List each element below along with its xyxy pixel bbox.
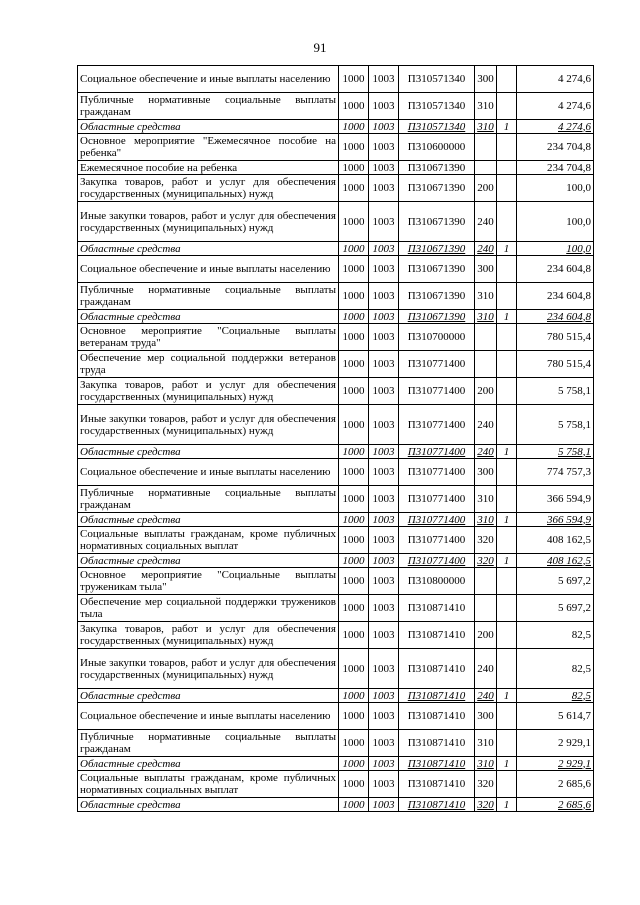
funding-source-cell: 1 (497, 798, 517, 812)
expense-type-cell: 200 (475, 175, 497, 202)
item-name-cell: Областные средства (78, 120, 339, 134)
section-code-cell: 1000 (339, 242, 369, 256)
item-name-cell: Областные средства (78, 798, 339, 812)
amount-cell: 780 515,4 (517, 324, 594, 351)
target-article-cell: П310771400 (399, 459, 475, 486)
target-article-cell: П310871410 (399, 798, 475, 812)
subsection-code-cell: 1003 (369, 378, 399, 405)
funding-source-cell (497, 351, 517, 378)
item-name-cell: Иные закупки товаров, работ и услуг для обеспечения государственных (муниципальных) нужд (78, 649, 339, 689)
funding-source-cell: 1 (497, 689, 517, 703)
table-row (78, 649, 594, 689)
target-article-cell: П310771400 (399, 486, 475, 513)
table-row (78, 283, 594, 310)
section-code-cell: 1000 (339, 703, 369, 730)
amount-cell: 5 758,1 (517, 405, 594, 445)
funding-source-cell (497, 486, 517, 513)
item-name-cell: Ежемесячное пособие на ребенка (78, 161, 339, 175)
subsection-code-cell: 1003 (369, 513, 399, 527)
section-code-cell: 1000 (339, 351, 369, 378)
target-article-cell: П310871410 (399, 649, 475, 689)
subsection-code-cell: 1003 (369, 93, 399, 120)
funding-source-cell (497, 595, 517, 622)
item-name-cell: Областные средства (78, 310, 339, 324)
section-code-cell: 1000 (339, 445, 369, 459)
regional-funds-row (78, 513, 594, 527)
item-name-cell: Основное мероприятие "Социальные выплаты ветеранам труда" (78, 324, 339, 351)
item-name-cell: Закупка товаров, работ и услуг для обеспечения государственных (муниципальных) нужд (78, 622, 339, 649)
amount-cell: 2 929,1 (517, 730, 594, 757)
amount-cell: 366 594,9 (517, 513, 594, 527)
item-name-cell: Закупка товаров, работ и услуг для обеспечения государственных (муниципальных) нужд (78, 175, 339, 202)
section-code-cell: 1000 (339, 161, 369, 175)
expense-type-cell: 320 (475, 771, 497, 798)
expense-type-cell: 310 (475, 486, 497, 513)
subsection-code-cell: 1003 (369, 66, 399, 93)
table-row (78, 93, 594, 120)
expense-type-cell: 200 (475, 378, 497, 405)
target-article-cell: П310671390 (399, 202, 475, 242)
section-code-cell: 1000 (339, 256, 369, 283)
section-code-cell: 1000 (339, 486, 369, 513)
funding-source-cell (497, 256, 517, 283)
target-article-cell: П310671390 (399, 242, 475, 256)
target-article-cell: П310871410 (399, 703, 475, 730)
regional-funds-row (78, 120, 594, 134)
amount-cell: 5 758,1 (517, 378, 594, 405)
amount-cell: 4 274,6 (517, 93, 594, 120)
table-row (78, 622, 594, 649)
target-article-cell: П310700000 (399, 324, 475, 351)
expense-type-cell: 310 (475, 513, 497, 527)
funding-source-cell (497, 93, 517, 120)
section-code-cell: 1000 (339, 798, 369, 812)
subsection-code-cell: 1003 (369, 161, 399, 175)
subsection-code-cell: 1003 (369, 568, 399, 595)
expense-type-cell (475, 161, 497, 175)
target-article-cell: П310671390 (399, 161, 475, 175)
subsection-code-cell: 1003 (369, 175, 399, 202)
subsection-code-cell: 1003 (369, 771, 399, 798)
regional-funds-row (78, 310, 594, 324)
amount-cell: 234 604,8 (517, 256, 594, 283)
amount-cell: 5 758,1 (517, 445, 594, 459)
target-article-cell: П310871410 (399, 730, 475, 757)
table-row (78, 527, 594, 554)
item-name-cell: Областные средства (78, 757, 339, 771)
expense-type-cell: 240 (475, 689, 497, 703)
expense-type-cell: 300 (475, 459, 497, 486)
funding-source-cell: 1 (497, 554, 517, 568)
item-name-cell: Публичные нормативные социальные выплаты гражданам (78, 486, 339, 513)
funding-source-cell (497, 202, 517, 242)
subsection-code-cell: 1003 (369, 202, 399, 242)
table-row (78, 459, 594, 486)
item-name-cell: Иные закупки товаров, работ и услуг для обеспечения государственных (муниципальных) нужд (78, 202, 339, 242)
item-name-cell: Социальное обеспечение и иные выплаты населению (78, 256, 339, 283)
table-row (78, 703, 594, 730)
expense-type-cell: 300 (475, 703, 497, 730)
subsection-code-cell: 1003 (369, 405, 399, 445)
expense-type-cell (475, 324, 497, 351)
funding-source-cell (497, 405, 517, 445)
expense-type-cell: 310 (475, 283, 497, 310)
subsection-code-cell: 1003 (369, 730, 399, 757)
target-article-cell: П310571340 (399, 120, 475, 134)
item-name-cell: Обеспечение мер социальной поддержки ветеранов труда (78, 351, 339, 378)
item-name-cell: Областные средства (78, 554, 339, 568)
table-row (78, 324, 594, 351)
expense-type-cell: 240 (475, 445, 497, 459)
subsection-code-cell: 1003 (369, 595, 399, 622)
item-name-cell: Публичные нормативные социальные выплаты гражданам (78, 730, 339, 757)
expense-type-cell: 310 (475, 93, 497, 120)
page-number: 91 (313, 40, 327, 55)
funding-source-cell (497, 66, 517, 93)
item-name-cell: Публичные нормативные социальные выплаты гражданам (78, 283, 339, 310)
amount-cell: 408 162,5 (517, 527, 594, 554)
funding-source-cell: 1 (497, 242, 517, 256)
target-article-cell: П310671390 (399, 283, 475, 310)
amount-cell: 2 685,6 (517, 798, 594, 812)
subsection-code-cell: 1003 (369, 703, 399, 730)
subsection-code-cell: 1003 (369, 120, 399, 134)
target-article-cell: П310571340 (399, 93, 475, 120)
expense-type-cell: 240 (475, 202, 497, 242)
regional-funds-row (78, 554, 594, 568)
regional-funds-row (78, 445, 594, 459)
section-code-cell: 1000 (339, 771, 369, 798)
expense-type-cell: 300 (475, 66, 497, 93)
expense-type-cell: 240 (475, 242, 497, 256)
section-code-cell: 1000 (339, 649, 369, 689)
section-code-cell: 1000 (339, 527, 369, 554)
table-body (78, 66, 594, 812)
amount-cell: 2 929,1 (517, 757, 594, 771)
target-article-cell: П310871410 (399, 689, 475, 703)
amount-cell: 234 604,8 (517, 310, 594, 324)
subsection-code-cell: 1003 (369, 351, 399, 378)
expense-type-cell (475, 568, 497, 595)
subsection-code-cell: 1003 (369, 445, 399, 459)
funding-source-cell (497, 568, 517, 595)
section-code-cell: 1000 (339, 595, 369, 622)
table-row (78, 161, 594, 175)
subsection-code-cell: 1003 (369, 649, 399, 689)
target-article-cell: П310571340 (399, 66, 475, 93)
target-article-cell: П310671390 (399, 256, 475, 283)
section-code-cell: 1000 (339, 93, 369, 120)
target-article-cell: П310871410 (399, 757, 475, 771)
amount-cell: 82,5 (517, 649, 594, 689)
funding-source-cell (497, 771, 517, 798)
section-code-cell: 1000 (339, 134, 369, 161)
item-name-cell: Обеспечение мер социальной поддержки тружеников тыла (78, 595, 339, 622)
amount-cell: 774 757,3 (517, 459, 594, 486)
expense-type-cell: 300 (475, 256, 497, 283)
item-name-cell: Областные средства (78, 689, 339, 703)
target-article-cell: П310771400 (399, 351, 475, 378)
funding-source-cell (497, 649, 517, 689)
subsection-code-cell: 1003 (369, 622, 399, 649)
item-name-cell: Областные средства (78, 445, 339, 459)
expense-type-cell: 320 (475, 554, 497, 568)
section-code-cell: 1000 (339, 175, 369, 202)
section-code-cell: 1000 (339, 378, 369, 405)
item-name-cell: Социальные выплаты гражданам, кроме публичных нормативных социальных выплат (78, 771, 339, 798)
expense-type-cell (475, 351, 497, 378)
target-article-cell: П310771400 (399, 405, 475, 445)
subsection-code-cell: 1003 (369, 310, 399, 324)
regional-funds-row (78, 689, 594, 703)
funding-source-cell (497, 622, 517, 649)
funding-source-cell (497, 324, 517, 351)
section-code-cell: 1000 (339, 459, 369, 486)
funding-source-cell (497, 134, 517, 161)
amount-cell: 100,0 (517, 175, 594, 202)
target-article-cell: П310771400 (399, 527, 475, 554)
section-code-cell: 1000 (339, 568, 369, 595)
amount-cell: 5 697,2 (517, 595, 594, 622)
table-row (78, 568, 594, 595)
table-row (78, 378, 594, 405)
subsection-code-cell: 1003 (369, 527, 399, 554)
funding-source-cell (497, 161, 517, 175)
regional-funds-row (78, 757, 594, 771)
subsection-code-cell: 1003 (369, 256, 399, 283)
section-code-cell: 1000 (339, 689, 369, 703)
subsection-code-cell: 1003 (369, 283, 399, 310)
section-code-cell: 1000 (339, 730, 369, 757)
amount-cell: 5 614,7 (517, 703, 594, 730)
item-name-cell: Социальные выплаты гражданам, кроме публичных нормативных социальных выплат (78, 527, 339, 554)
target-article-cell: П310771400 (399, 554, 475, 568)
regional-funds-row (78, 798, 594, 812)
amount-cell: 366 594,9 (517, 486, 594, 513)
section-code-cell: 1000 (339, 757, 369, 771)
funding-source-cell: 1 (497, 513, 517, 527)
expense-type-cell: 310 (475, 730, 497, 757)
funding-source-cell: 1 (497, 445, 517, 459)
item-name-cell: Иные закупки товаров, работ и услуг для обеспечения государственных (муниципальных) нужд (78, 405, 339, 445)
expense-type-cell: 240 (475, 405, 497, 445)
section-code-cell: 1000 (339, 120, 369, 134)
expense-type-cell: 200 (475, 622, 497, 649)
section-code-cell: 1000 (339, 283, 369, 310)
section-code-cell: 1000 (339, 513, 369, 527)
budget-table (77, 65, 594, 812)
section-code-cell: 1000 (339, 324, 369, 351)
section-code-cell: 1000 (339, 622, 369, 649)
subsection-code-cell: 1003 (369, 242, 399, 256)
subsection-code-cell: 1003 (369, 798, 399, 812)
item-name-cell: Основное мероприятие "Социальные выплаты труженикам тыла" (78, 568, 339, 595)
regional-funds-row (78, 242, 594, 256)
table-row (78, 175, 594, 202)
amount-cell: 2 685,6 (517, 771, 594, 798)
section-code-cell: 1000 (339, 310, 369, 324)
target-article-cell: П310771400 (399, 378, 475, 405)
target-article-cell: П310871410 (399, 595, 475, 622)
table-row (78, 256, 594, 283)
expense-type-cell: 320 (475, 798, 497, 812)
table-row (78, 202, 594, 242)
expense-type-cell: 310 (475, 310, 497, 324)
amount-cell: 234 604,8 (517, 283, 594, 310)
funding-source-cell (497, 527, 517, 554)
table-row (78, 595, 594, 622)
funding-source-cell: 1 (497, 120, 517, 134)
expense-type-cell (475, 595, 497, 622)
table-row (78, 486, 594, 513)
table-row (78, 771, 594, 798)
target-article-cell: П310671390 (399, 175, 475, 202)
amount-cell: 100,0 (517, 202, 594, 242)
expense-type-cell: 320 (475, 527, 497, 554)
funding-source-cell (497, 283, 517, 310)
funding-source-cell (497, 378, 517, 405)
subsection-code-cell: 1003 (369, 486, 399, 513)
subsection-code-cell: 1003 (369, 757, 399, 771)
amount-cell: 780 515,4 (517, 351, 594, 378)
section-code-cell: 1000 (339, 405, 369, 445)
section-code-cell: 1000 (339, 554, 369, 568)
funding-source-cell (497, 459, 517, 486)
item-name-cell: Областные средства (78, 513, 339, 527)
amount-cell: 234 704,8 (517, 134, 594, 161)
funding-source-cell: 1 (497, 310, 517, 324)
subsection-code-cell: 1003 (369, 554, 399, 568)
section-code-cell: 1000 (339, 202, 369, 242)
amount-cell: 4 274,6 (517, 66, 594, 93)
expense-type-cell: 310 (475, 120, 497, 134)
amount-cell: 234 704,8 (517, 161, 594, 175)
subsection-code-cell: 1003 (369, 689, 399, 703)
target-article-cell: П310771400 (399, 445, 475, 459)
expense-type-cell: 310 (475, 757, 497, 771)
table-row (78, 405, 594, 445)
funding-source-cell (497, 703, 517, 730)
target-article-cell: П310771400 (399, 513, 475, 527)
amount-cell: 5 697,2 (517, 568, 594, 595)
target-article-cell: П310671390 (399, 310, 475, 324)
subsection-code-cell: 1003 (369, 134, 399, 161)
item-name-cell: Основное мероприятие "Ежемесячное пособие на ребенка" (78, 134, 339, 161)
table-row (78, 134, 594, 161)
amount-cell: 82,5 (517, 689, 594, 703)
expense-type-cell (475, 134, 497, 161)
target-article-cell: П310871410 (399, 622, 475, 649)
amount-cell: 408 162,5 (517, 554, 594, 568)
amount-cell: 100,0 (517, 242, 594, 256)
amount-cell: 4 274,6 (517, 120, 594, 134)
subsection-code-cell: 1003 (369, 459, 399, 486)
target-article-cell: П310800000 (399, 568, 475, 595)
item-name-cell: Закупка товаров, работ и услуг для обеспечения государственных (муниципальных) нужд (78, 378, 339, 405)
funding-source-cell: 1 (497, 757, 517, 771)
item-name-cell: Социальное обеспечение и иные выплаты населению (78, 459, 339, 486)
section-code-cell: 1000 (339, 66, 369, 93)
table-row (78, 351, 594, 378)
table-row (78, 66, 594, 93)
item-name-cell: Социальное обеспечение и иные выплаты населению (78, 703, 339, 730)
funding-source-cell (497, 175, 517, 202)
item-name-cell: Областные средства (78, 242, 339, 256)
target-article-cell: П310871410 (399, 771, 475, 798)
table-row (78, 730, 594, 757)
target-article-cell: П310600000 (399, 134, 475, 161)
subsection-code-cell: 1003 (369, 324, 399, 351)
expense-type-cell: 240 (475, 649, 497, 689)
item-name-cell: Социальное обеспечение и иные выплаты населению (78, 66, 339, 93)
amount-cell: 82,5 (517, 622, 594, 649)
item-name-cell: Публичные нормативные социальные выплаты гражданам (78, 93, 339, 120)
funding-source-cell (497, 730, 517, 757)
